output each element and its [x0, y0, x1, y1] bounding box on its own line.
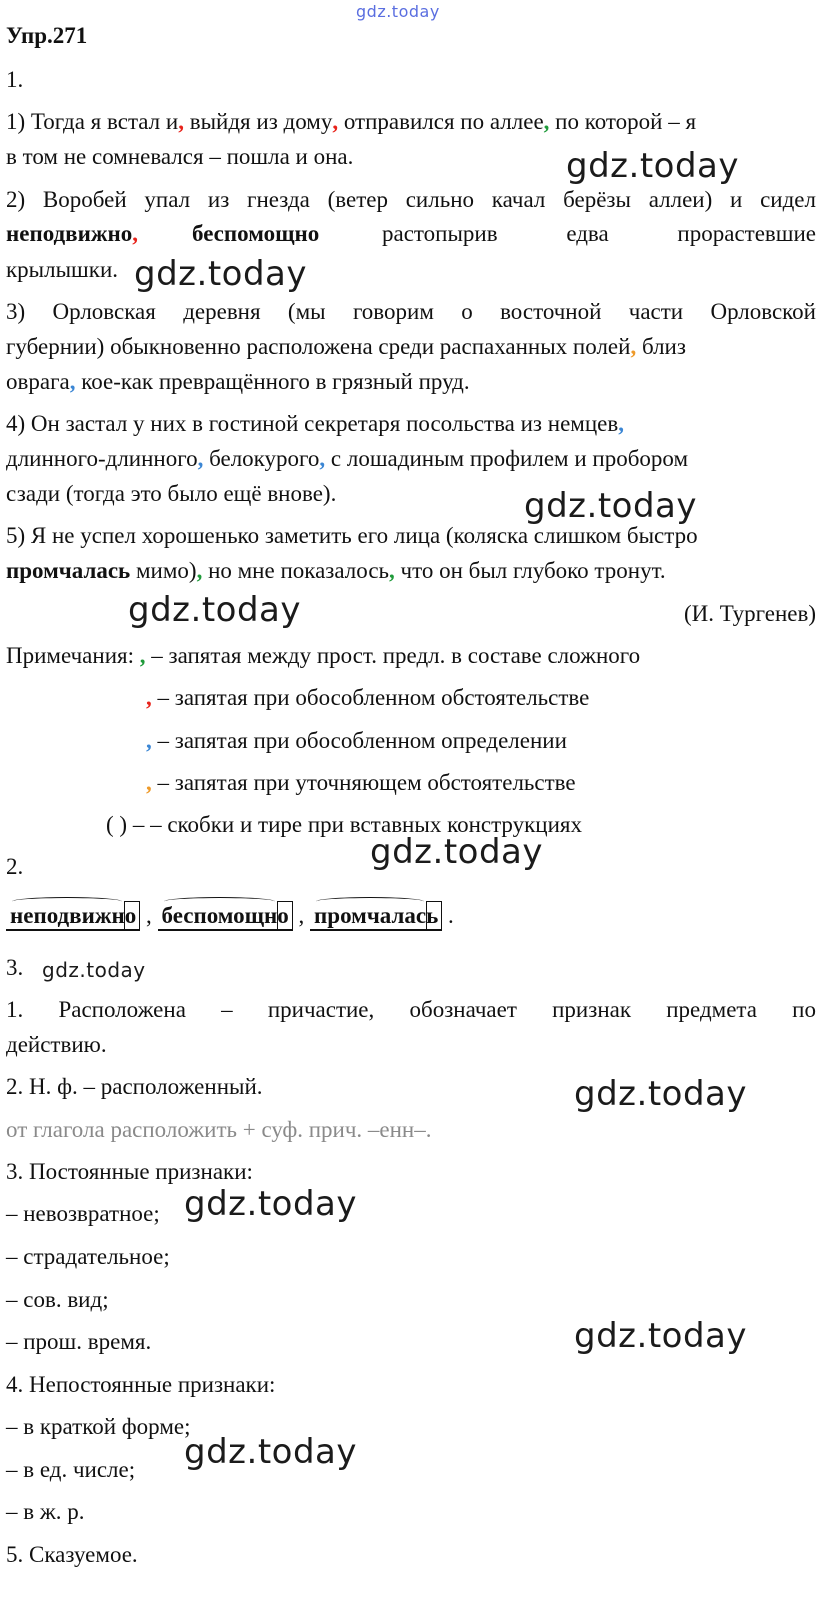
- comma-clarifying: ,: [630, 334, 637, 359]
- sentence-1-line-1: [6, 108, 816, 136]
- text-fragment: близ: [636, 334, 686, 359]
- watermark: gdz.today: [370, 832, 543, 872]
- analysis-line-1b: действию.: [6, 1032, 107, 1057]
- sentence-3-line-1: 3) Орловская деревня (мы говорим о восточной части Орловской: [6, 299, 816, 324]
- bold-word: неподвижно: [6, 221, 133, 246]
- comma-definition: ,: [319, 446, 326, 471]
- morpheme-word: беспомощно: [158, 903, 293, 931]
- watermark: gdz.today: [134, 254, 307, 294]
- note-text: – запятая при обособленном обстоятельстве: [151, 685, 590, 710]
- morpheme-word: промчалась: [310, 903, 442, 931]
- constant-feature-2: – страдательное;: [6, 1244, 170, 1269]
- variable-feature-1: – в краткой форме;: [6, 1414, 191, 1439]
- watermark: gdz.today: [184, 1432, 357, 1472]
- constant-feature-3: – сов. вид;: [6, 1287, 109, 1312]
- analysis-line-1: 1. Расположена – причастие, обозначает признак предмета по: [6, 997, 816, 1022]
- exercise-title: Упр.271: [6, 23, 88, 48]
- variable-feature-2: – в ед. числе;: [6, 1457, 136, 1482]
- analysis-line-3: 3. Постоянные признаки:: [6, 1159, 253, 1184]
- section-number: 1.: [6, 67, 24, 92]
- separator: ,: [146, 903, 152, 928]
- analysis-line-4: 4. Непостоянные признаки:: [6, 1372, 276, 1397]
- text-fragment: что он был глубоко тронут.: [394, 558, 666, 583]
- comma-definition: ,: [69, 369, 76, 394]
- sentence-3-line-3: [6, 368, 816, 396]
- comma-circumstance: ,: [178, 109, 184, 134]
- text-fragment: выйдя из дому: [183, 109, 333, 134]
- watermark: gdz.today: [128, 590, 301, 630]
- sentence-2-line-3: крылышки.: [6, 257, 119, 282]
- text-fragment: мимо): [130, 558, 197, 583]
- note-mark-green: ,: [139, 643, 146, 668]
- notes-row-3: [146, 727, 806, 755]
- sentence-5-line-2: [6, 557, 816, 585]
- text-fragment: по которой – я: [549, 109, 697, 134]
- sentence-5-line-1: 5) Я не успел хорошенько заметить его лица (коляска слишком быстро: [6, 523, 698, 548]
- text-fragment: белокурого: [203, 446, 320, 471]
- comma-circumstance: ,: [332, 109, 339, 134]
- note-text: – запятая между прост. предл. в составе сложного: [145, 643, 641, 668]
- text-fragment: 1) Тогда я встал и: [6, 109, 179, 134]
- section-2-number: 2.: [6, 854, 24, 879]
- note-mark-blue: ,: [146, 728, 152, 753]
- sentence-2-line-1: 2) Воробей упал из гнезда (ветер сильно качал берёзы аллеи) и сидел: [6, 187, 816, 212]
- watermark: gdz.today: [566, 146, 739, 186]
- watermark: gdz.today: [42, 958, 146, 982]
- bold-word: промчалась: [6, 558, 131, 583]
- note-mark-red: ,: [146, 685, 152, 710]
- text-fragment: 4) Он застал у них в гостиной секретаря посольства из немцев: [6, 411, 619, 436]
- bold-word: беспомощно: [192, 221, 320, 246]
- sentence-3-line-2: [6, 333, 816, 361]
- text-fragment: кое-как превращённого в грязный пруд.: [75, 369, 470, 394]
- separator: ,: [298, 903, 305, 928]
- separator: .: [448, 903, 454, 928]
- analysis-line-2b: от глагола расположить + суф. прич. –енн–.: [6, 1117, 432, 1142]
- watermark: gdz.today: [574, 1316, 747, 1356]
- notes-row-2: [146, 684, 806, 712]
- notes-row-1: [6, 642, 816, 670]
- comma-definition: ,: [618, 411, 624, 436]
- comma-complex: ,: [196, 558, 203, 583]
- variable-feature-3: – в ж. р.: [6, 1499, 85, 1524]
- sentence-4-line-3: сзади (тогда это было ещё внове).: [6, 481, 337, 506]
- sentence-4-line-1: [6, 410, 816, 438]
- comma-definition: ,: [197, 446, 204, 471]
- analysis-line-2: 2. Н. ф. – расположенный.: [6, 1074, 263, 1099]
- note-text: – запятая при уточняющем обстоятельстве: [151, 770, 576, 795]
- constant-feature-4: – прош. время.: [6, 1329, 152, 1354]
- morpheme-word: неподвижно: [6, 903, 140, 931]
- text-fragment: с лошадиным профилем и пробором: [325, 446, 689, 471]
- watermark: gdz.today: [184, 1184, 357, 1224]
- comma-circumstance: ,: [132, 221, 139, 246]
- watermark: gdz.today: [524, 486, 697, 526]
- text-fragment: но мне показалось: [202, 558, 390, 583]
- note-text: скобки и тире при вставных конструкциях: [161, 812, 582, 837]
- sentence-1-line-2: в том не сомневался – пошла и она.: [6, 144, 354, 169]
- author-attribution: (И. Тургенев): [683, 601, 816, 626]
- note-mark-orange: ,: [146, 770, 152, 795]
- notes-row-4: [146, 769, 806, 797]
- morpheme-analysis-row: [6, 902, 816, 931]
- watermark: gdz.today: [356, 2, 440, 21]
- comma-complex: ,: [389, 558, 395, 583]
- text-fragment: оврага: [6, 369, 70, 394]
- constant-feature-1: – невозвратное;: [6, 1201, 160, 1226]
- notes-label: Примечания:: [6, 643, 140, 668]
- watermark: gdz.today: [574, 1074, 747, 1114]
- text-fragment: губернии) обыкновенно расположена среди распаханных полей: [6, 334, 631, 359]
- text-fragment: отправился по аллее: [338, 109, 544, 134]
- sentence-4-line-2: [6, 445, 816, 473]
- comma-complex: ,: [543, 109, 550, 134]
- section-3-number: 3.: [6, 955, 24, 980]
- text-fragment: растопырив едва прорастевшие: [382, 221, 816, 246]
- note-text: – запятая при обособленном определении: [151, 728, 567, 753]
- analysis-line-5: 5. Сказуемое.: [6, 1542, 138, 1567]
- text-fragment: длинного-длинного: [6, 446, 198, 471]
- note-mark-brackets: ( ) – –: [106, 812, 162, 837]
- sentence-2-line-2: [6, 220, 816, 248]
